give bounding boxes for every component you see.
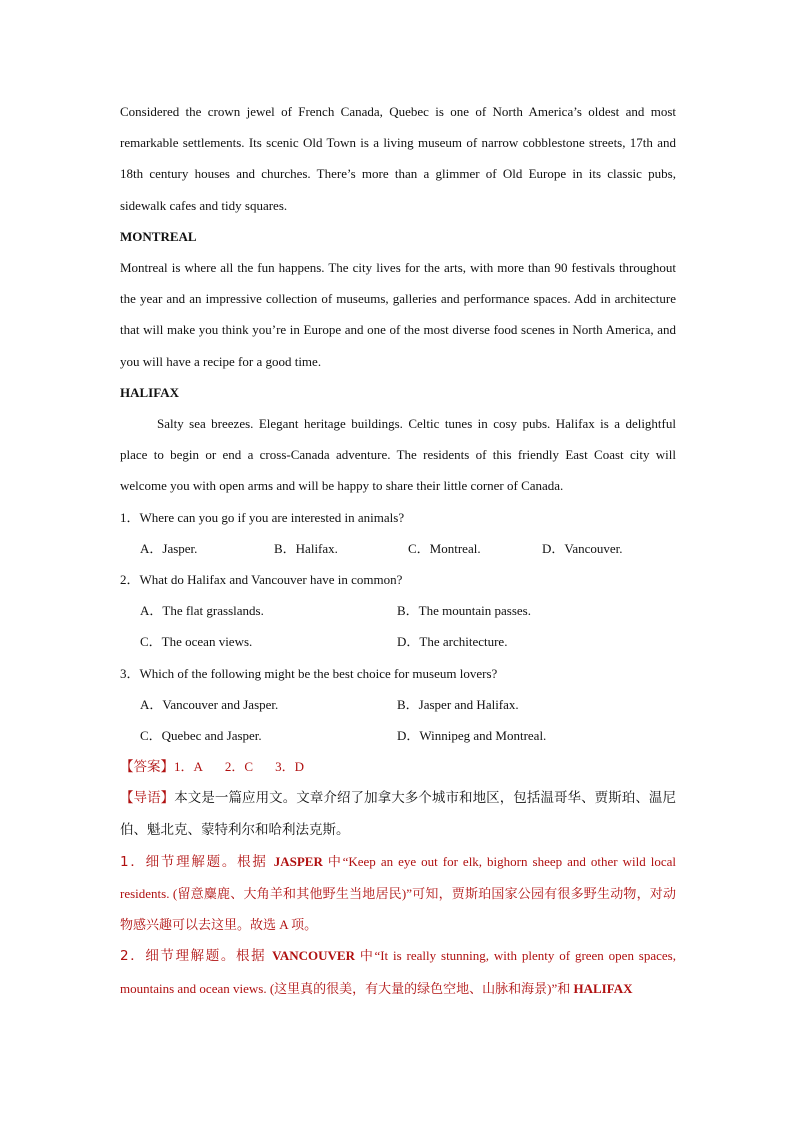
document-page [120,96,676,1004]
explanation-1-keyword: JASPER [273,853,323,869]
q2-option-c: C．The ocean views. [140,634,253,650]
explanation-2-body: 中“It is really stunning, with plenty of green open spaces, mountains and ocean views. (这里真的很美，有大量的绿色空地、山脉和海景)”和 [120,948,676,996]
explanation-2-prefix: 2．细节理解题。根据 [120,948,273,965]
q2-option-d: D．The architecture. [397,634,508,650]
q1-option-b: B．Halifax. [274,540,338,556]
guide-text: 本文是一篇应用文。文章介绍了加拿大多个城市和地区，包括温哥华、贾斯珀、温尼伯、魁北克、蒙特利尔和哈利法克斯。 [120,790,676,838]
question-2-options-row2 [120,626,676,657]
question-2: 2．What do Halifax and Vancouver have in common? [120,572,403,588]
explanation-1-prefix: 1．细节理解题。根据 [120,853,274,870]
montreal-heading: MONTREAL [120,228,197,244]
halifax-paragraph: Salty sea breezes. Elegant heritage buildings. Celtic tunes in cosy pubs. Halifax is a delightful place to begin or end a cross-Canada adventure. The residents of this friendly East Coast city will welcome you with open arms and will be happy to share their little corner of Canada. [120,416,676,494]
guide-tag: 【导语】 [120,790,175,807]
question-3-options-row1 [120,689,676,720]
q3-option-a: A．Vancouver and Jasper. [140,696,279,712]
montreal-paragraph: Montreal is where all the fun happens. The city lives for the arts, with more than 90 festivals throughout the year and an impressive collection of museums, galleries and performance spaces. Add in architecture that will make you think you’re in Europe and one of the most diverse food scenes in North America, and you will have a recipe for a good time. [120,260,676,369]
question-3-options-row2 [120,720,676,751]
explanation-2-keyword2: HALIFAX [573,980,633,996]
question-3: 3．Which of the following might be the best choice for museum lovers? [120,665,498,681]
halifax-heading: HALIFAX [120,384,179,400]
question-1-options [120,533,676,564]
guide-paragraph [120,783,676,845]
q3-option-c: C．Quebec and Jasper. [140,728,262,744]
answer-1: 1．A [174,759,203,775]
explanation-1-body: 中“Keep an eye out for elk, bighorn sheep and other wild local residents. (留意麋鹿、大角羊和其他野生当地居民)”可知，贾斯珀国家公园有很多野生动物，对动物感兴趣可以去这里。故选 A 项。 [120,853,676,933]
q3-option-d: D．Winnipeg and Montreal. [397,728,547,744]
q2-option-a: A．The flat grasslands. [140,603,264,619]
quebec-paragraph: Considered the crown jewel of French Canada, Quebec is one of North America’s oldest and most remarkable settlements. Its scenic Old Town is a living museum of narrow cobblestone streets, 17th and 18th century houses and churches. There’s more than a glimmer of Old Europe in its classic pubs, sidewalk cafes and tidy squares. [120,104,676,213]
explanation-2-keyword: VANCOUVER [272,948,355,964]
explanation-1 [120,846,676,941]
q1-option-c: C．Montreal. [408,540,481,556]
answer-line [120,751,676,783]
q2-option-b: B．The mountain passes. [397,603,531,619]
q1-option-d: D．Vancouver. [542,540,623,556]
answer-2: 2．C [224,759,254,775]
question-1: 1．Where can you go if you are interested in animals? [120,509,405,525]
answer-3: 3．D [275,759,304,775]
explanation-2 [120,940,676,1003]
q1-option-a: A．Jasper. [140,540,198,556]
q3-option-b: B．Jasper and Halifax. [397,696,519,712]
question-2-options-row1 [120,595,676,626]
answer-tag: 【答案】 [120,759,174,776]
